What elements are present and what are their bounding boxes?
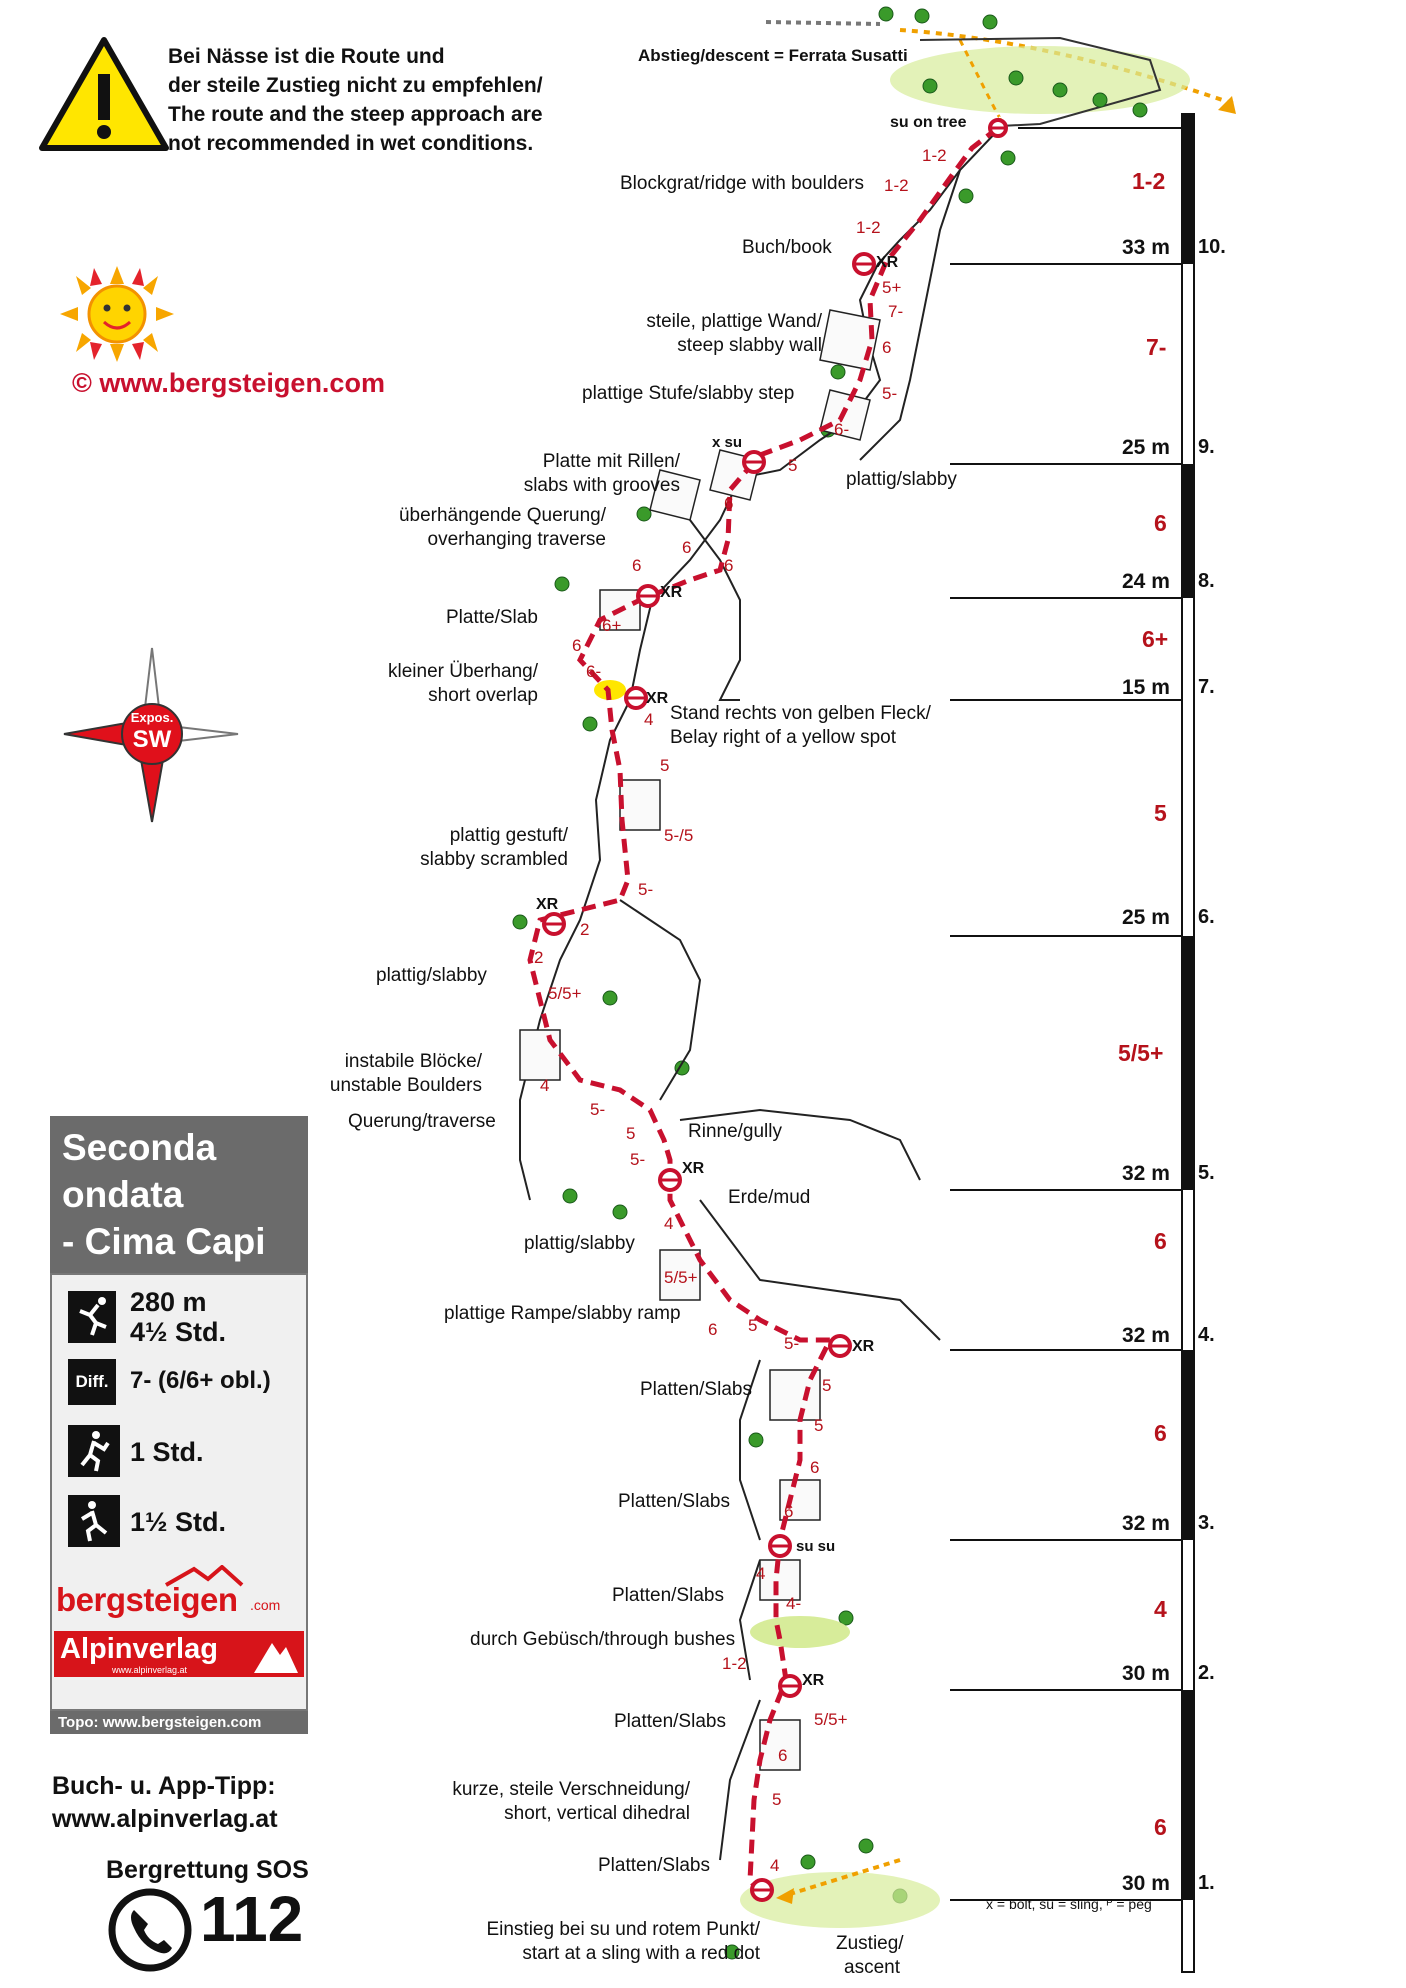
route-grade: 5 [814, 1416, 824, 1435]
route-grade: 5 [626, 1124, 636, 1143]
pitch-grade: 6 [1154, 1814, 1167, 1840]
pitch-grade: 5 [1154, 800, 1167, 826]
route-grade: 2 [580, 920, 590, 939]
route-grade: 5- [784, 1334, 800, 1353]
approach-time: 1 Std. [130, 1437, 204, 1467]
pitch-grade: 1-2 [1132, 168, 1166, 194]
route-grade: 7- [888, 302, 904, 321]
route-grade: 4 [540, 1076, 550, 1095]
descent-label: Abstieg/descent = Ferrata Susatti [638, 46, 908, 65]
annotation: steep slabby wall [677, 335, 822, 356]
route-grade: 5/5+ [814, 1710, 848, 1729]
route-grade: 6 [810, 1458, 820, 1477]
annotation: plattig/slabby [524, 1233, 635, 1254]
annotation: überhängende Querung/ [398, 505, 606, 526]
route-grade: 5/5+ [548, 984, 582, 1003]
pitch-grade: 6 [1154, 1228, 1167, 1254]
pitch-number: 8. [1198, 570, 1215, 592]
annotation: Platte/Slab [446, 607, 538, 628]
annotation: Platten/Slabs [618, 1491, 730, 1512]
annotation: durch Gebüsch/through bushes [470, 1629, 736, 1650]
descent-path [766, 22, 880, 24]
annotation: Rinne/gully [688, 1121, 782, 1142]
belay-label: su su [796, 1538, 836, 1555]
brand-bergsteigen-suffix: .com [250, 1597, 281, 1613]
route-grade: 6 [632, 556, 642, 575]
route-grade: 5 [822, 1376, 832, 1395]
annotation: Platten/Slabs [640, 1379, 752, 1400]
route-grade: 4 [756, 1564, 766, 1583]
annotation: kleiner Überhang/ [388, 661, 538, 682]
route-title-line: Seconda [62, 1127, 217, 1168]
pitch-length: 33 m [1122, 236, 1170, 259]
route-grade: 5+ [882, 278, 902, 297]
pitch-length: 32 m [1122, 1324, 1170, 1347]
belay-label: XR [876, 254, 899, 271]
pitch-number: 7. [1198, 676, 1215, 698]
route-grade: 6 [682, 538, 692, 557]
tip-line: Buch- u. App-Tipp: [52, 1772, 276, 1800]
annotation: Belay right of a yellow spot [670, 727, 897, 748]
pitch-length: 24 m [1122, 570, 1170, 593]
route-grade: 6+ [602, 616, 622, 635]
route-grade: 5 [748, 1316, 758, 1335]
annotation: plattig/slabby [846, 469, 957, 490]
pitch-number: 5. [1198, 1162, 1215, 1184]
route-grade: 1-2 [922, 146, 947, 165]
route-grade: 5- [590, 1100, 606, 1119]
route-grade: 5-/5 [664, 826, 694, 845]
pitch-length: 30 m [1122, 1662, 1170, 1685]
annotation: short overlap [428, 685, 538, 706]
pitch-number: 3. [1198, 1512, 1215, 1534]
sos-number: 112 [200, 1883, 304, 1955]
difficulty-icon: Diff. [68, 1359, 116, 1405]
belay-label: XR [682, 1160, 705, 1177]
route-grade: 6 [778, 1746, 788, 1765]
annotation: ascent [844, 1957, 900, 1978]
warning-line: not recommended in wet conditions. [168, 132, 534, 155]
descent-time: 1½ Std. [130, 1507, 227, 1537]
route-grade: 6 [708, 1320, 718, 1339]
pitch-length: 15 m [1122, 676, 1170, 699]
annotation: Erde/mud [728, 1187, 811, 1208]
pitch-length: 25 m [1122, 436, 1170, 459]
route-grade: 2 [534, 948, 544, 967]
route-grade: 6- [586, 662, 602, 681]
annotation: plattige Rampe/slabby ramp [444, 1303, 681, 1324]
pitch-grade: 5/5+ [1118, 1040, 1164, 1066]
sos-label: Bergrettung SOS [106, 1856, 309, 1884]
route-grade: 6 [724, 556, 734, 575]
pitch-length: 25 m [1122, 906, 1170, 929]
belay-label: XR [852, 1338, 875, 1355]
route-grade: 4- [786, 1594, 802, 1613]
route-length: 280 m [130, 1287, 207, 1317]
annotation: Stand rechts von gelben Fleck/ [670, 703, 931, 724]
route-title-line: ondata [62, 1174, 184, 1215]
route-grade: 6 [882, 338, 892, 357]
route-grade: 6 [572, 636, 582, 655]
annotation: Platten/Slabs [612, 1585, 724, 1606]
pitch-grade: 6 [1154, 510, 1167, 536]
annotation: overhanging traverse [427, 529, 606, 550]
pitch-grade: 6 [1154, 1420, 1167, 1446]
route-difficulty: 7- (6/6+ obl.) [130, 1367, 271, 1394]
route-grade: 1-2 [884, 176, 909, 195]
pitch-grade: 4 [1154, 1596, 1167, 1622]
annotation: plattige Stufe/slabby step [582, 383, 795, 404]
warning-line: der steile Zustieg nicht zu empfehlen/ [168, 74, 543, 97]
belay-label: XR [660, 584, 683, 601]
route-grade: 5- [638, 880, 654, 899]
annotation: unstable Boulders [329, 1075, 482, 1096]
copyright-link[interactable]: © www.bergsteigen.com [72, 368, 385, 398]
route-grade: 6- [834, 420, 850, 439]
route-grade: 1-2 [856, 218, 881, 237]
annotation: instabile Blöcke/ [344, 1051, 482, 1072]
route-title-line: - Cima Capi [62, 1221, 266, 1262]
belay-label: XR [536, 896, 559, 913]
pitch-length: 32 m [1122, 1512, 1170, 1535]
route-grade: 4 [664, 1214, 674, 1233]
annotation: Platte mit Rillen/ [542, 451, 680, 472]
belay-label: XR [646, 690, 669, 707]
pitch-number: 1. [1198, 1872, 1215, 1894]
annotation: steile, plattige Wand/ [646, 311, 822, 332]
belay-label: su on tree [890, 114, 967, 131]
topo-credit: Topo: www.bergsteigen.com [50, 1711, 308, 1734]
annotation: kurze, steile Verschneidung/ [452, 1779, 690, 1800]
compass-expos-label: Expos. [130, 710, 174, 725]
route-grade: 6 [784, 1502, 794, 1521]
pitch-length: 32 m [1122, 1162, 1170, 1185]
route-time: 4½ Std. [130, 1317, 227, 1347]
pitch-grade: 7- [1146, 334, 1167, 360]
annotation: Buch/book [742, 237, 832, 258]
belay-label: x su [712, 434, 743, 451]
route-grade: 5- [882, 384, 898, 403]
annotation: Zustieg/ [836, 1933, 904, 1954]
annotation: plattig gestuft/ [449, 825, 568, 846]
annotation: short, vertical dihedral [504, 1803, 690, 1824]
warning-line: Bei Nässe ist die Route und [168, 45, 445, 68]
annotation: start at a sling with a red dot [522, 1943, 760, 1964]
brand-alpinverlag-url: www.alpinverlag.at [112, 1665, 188, 1675]
pitch-number: 9. [1198, 436, 1215, 458]
annotation: slabby scrambled [420, 849, 568, 870]
annotation: Einstieg bei su und rotem Punkt/ [486, 1919, 760, 1940]
brand-alpinverlag: Alpinverlag [60, 1633, 218, 1665]
legend: x = bolt, su = sling, ᴾ = peg [986, 1896, 1152, 1912]
pitch-number: 6. [1198, 906, 1215, 928]
annotation: Blockgrat/ridge with boulders [620, 173, 864, 194]
route-grade: 1-2 [722, 1654, 747, 1673]
route-grade: 5 [660, 756, 670, 775]
pitch-length: 30 m [1122, 1872, 1170, 1895]
pitch-number: 10. [1198, 236, 1226, 258]
route-grade: 6 [724, 494, 734, 513]
annotation: slabs with grooves [523, 475, 680, 496]
warning-line: The route and the steep approach are [168, 103, 543, 126]
annotation: Platten/Slabs [614, 1711, 726, 1732]
belay-label: XR [802, 1672, 825, 1689]
pitch-number: 2. [1198, 1662, 1215, 1684]
brand-bergsteigen: bergsteigen [56, 1581, 238, 1618]
tip-link[interactable]: www.alpinverlag.at [52, 1805, 278, 1833]
pitch-grade: 6+ [1142, 626, 1169, 652]
annotation: Platten/Slabs [598, 1855, 710, 1876]
route-grade: 5 [772, 1790, 782, 1809]
route-grade: 5 [788, 456, 798, 475]
route-grade: 5- [630, 1150, 646, 1169]
route-grade: 4 [644, 710, 654, 729]
route-grade: 5/5+ [664, 1268, 698, 1287]
compass-direction: SW [132, 726, 172, 753]
annotation: plattig/slabby [376, 965, 487, 986]
annotation: Querung/traverse [348, 1111, 496, 1132]
pitch-number: 4. [1198, 1324, 1215, 1346]
route-grade: 4 [770, 1856, 780, 1875]
